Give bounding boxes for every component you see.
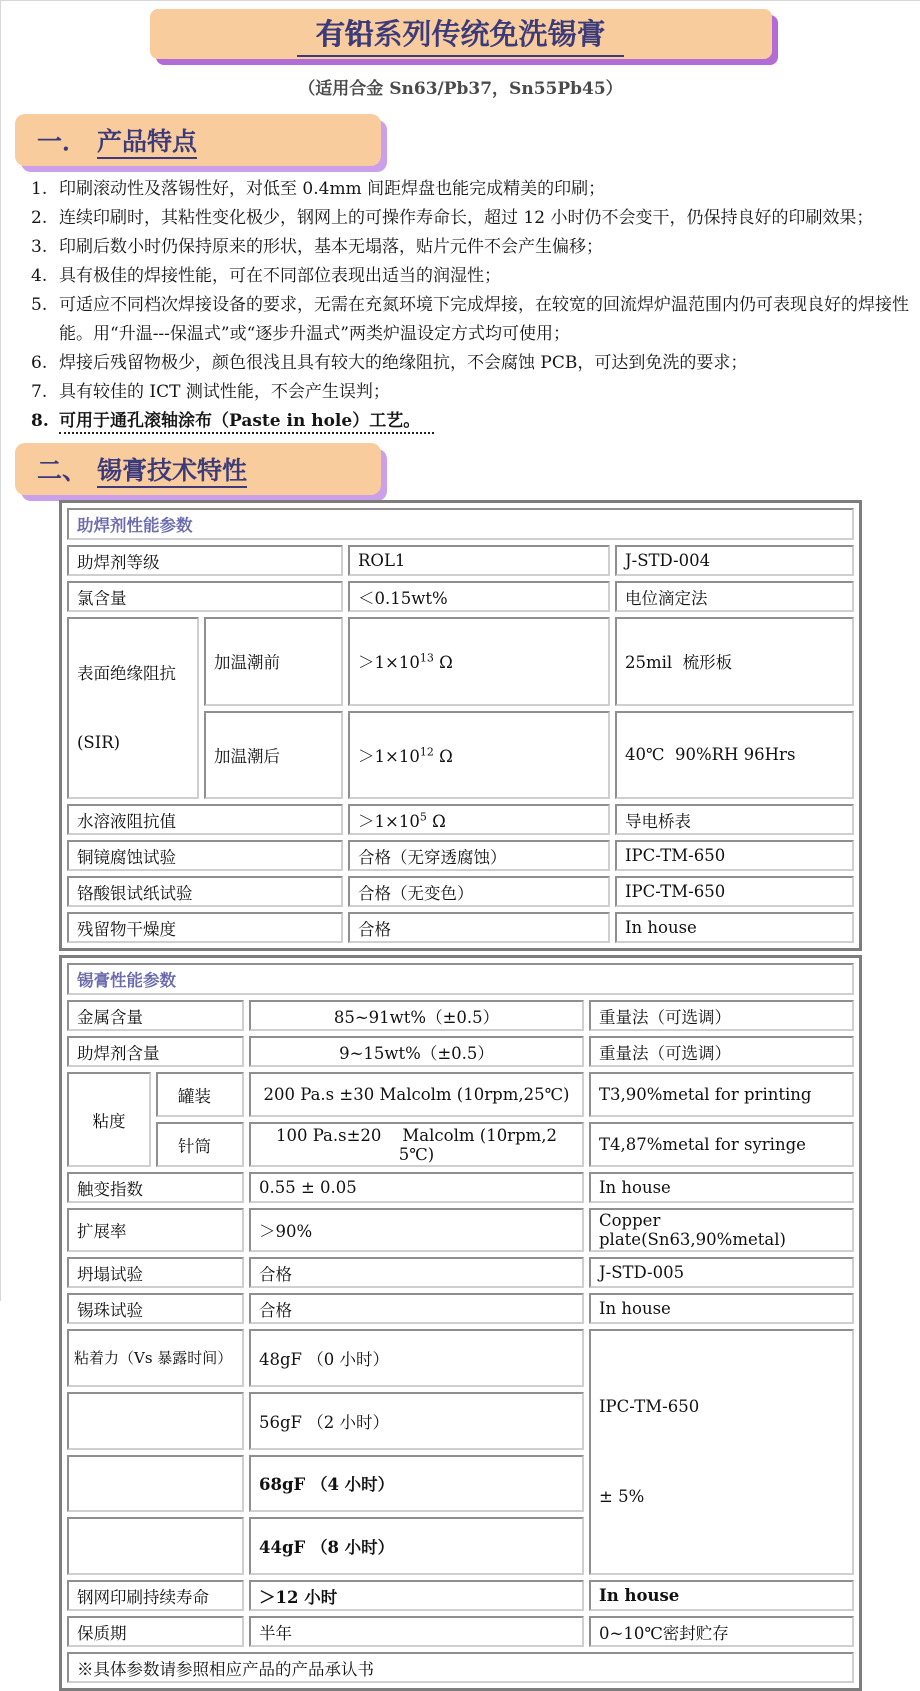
list-item: 6. 焊接后残留物极少，颜色很浅且具有较大的绝缘阻抗，不会腐蚀 PCB，可达到免洗的要求； [31, 353, 748, 373]
param-cell: 粘着力（Vs 暴露时间） [67, 1329, 244, 1387]
table-row [67, 1329, 854, 1387]
table-row [67, 912, 854, 943]
table-row [67, 1580, 854, 1611]
value-cell: $>1\times 10^{12}$ Ω [348, 711, 610, 800]
value-cell: 85~91wt%（±0.5） [249, 1000, 584, 1031]
value-cell: 56gF （2 小时） [249, 1392, 584, 1450]
param-cell: 金属含量 [67, 1000, 244, 1031]
param-cell: 坍塌试验 [67, 1257, 244, 1288]
method-cell: T3,90%metal for printing [589, 1072, 854, 1117]
method-cell: 重量法（可选调） [589, 1000, 854, 1031]
param-cell: 表面绝缘阻抗 (SIR) [67, 617, 199, 799]
table-row [67, 1122, 854, 1167]
table-row [67, 804, 854, 835]
value-cell: 合格（无穿透腐蚀） [348, 840, 610, 871]
value-cell: 半年 [249, 1616, 584, 1647]
param-cell: 粘度 [67, 1072, 151, 1167]
table-section-header: 助焊剂性能参数 [67, 508, 854, 540]
method-cell: IPC-TM-650 [615, 840, 854, 871]
param-cell: 水溶液阻抗值 [67, 804, 343, 835]
value-cell: 200 Pa.s ±30 Malcolm (10rpm,25℃) [249, 1072, 584, 1117]
list-item: 2. 连续印刷时，其粘性变化极少，钢网上的可操作寿命长，超过 12 小时仍不会变干，仍保持良好的印刷效果； [31, 208, 874, 228]
param-cell: 锡珠试验 [67, 1293, 244, 1324]
param-cell: 扩展率 [67, 1208, 244, 1252]
table-header-row [67, 963, 854, 995]
package-type-cell: 针筒 [156, 1122, 244, 1167]
param-cell: 氯含量 [67, 581, 343, 612]
flux-performance-table [59, 500, 862, 951]
param-cell [67, 1455, 244, 1513]
list-item: 3. 印刷后数小时仍保持原来的形状，基本无塌落，贴片元件不会产生偏移； [31, 237, 603, 257]
table-row [67, 617, 854, 706]
section-number: 二、 [37, 456, 88, 485]
value-cell: 合格 [249, 1257, 584, 1288]
method-cell: J-STD-004 [615, 545, 854, 576]
table-row [67, 1616, 854, 1647]
list-item: 1. 印刷滚动性及落锡性好，对低至 0.4mm 间距焊盘也能完成精美的印刷； [31, 179, 606, 199]
value-cell: ROL1 [348, 545, 610, 576]
table-footnote-row [67, 1652, 854, 1683]
section-heading [37, 122, 197, 158]
value-cell: 9~15wt%（±0.5） [249, 1036, 584, 1067]
section-banner-features [15, 114, 381, 166]
table-row [67, 876, 854, 907]
list-item: 7. 具有较佳的 ICT 测试性能，不会产生误判； [31, 382, 390, 402]
section-heading [37, 451, 247, 487]
table-row [67, 545, 854, 576]
method-cell: 导电桥表 [615, 804, 854, 835]
method-cell: 0~10℃密封贮存 [589, 1616, 854, 1647]
table-row [67, 1172, 854, 1203]
value-cell: ＞12 小时 [249, 1580, 584, 1611]
list-item: 8. 可用于通孔滚轴涂布（Paste in hole）工艺。 [31, 407, 914, 436]
list-item: 4. 具有极佳的焊接性能，可在不同部位表现出适当的润湿性； [31, 266, 501, 286]
value-cell: 68gF （4 小时） [249, 1455, 584, 1513]
param-cell: 铜镜腐蚀试验 [67, 840, 343, 871]
table-row [67, 1257, 854, 1288]
table-header-row [67, 508, 854, 540]
value-cell: 合格 [348, 912, 610, 943]
value-cell: 48gF （0 小时） [249, 1329, 584, 1387]
title-banner [150, 9, 772, 59]
value-cell: ＞90% [249, 1208, 584, 1252]
table-section-header: 锡膏性能参数 [67, 963, 854, 995]
method-cell: J-STD-005 [589, 1257, 854, 1288]
paste-performance-table [59, 955, 862, 1691]
method-cell: 重量法（可选调） [589, 1036, 854, 1067]
method-cell: In house [589, 1293, 854, 1324]
method-cell: In house [589, 1580, 854, 1611]
value-cell: 100 Pa.s±20 Malcolm (10rpm,2 5℃) [249, 1122, 584, 1167]
footnote-cell: ※具体参数请参照相应产品的产品承认书 [67, 1652, 854, 1683]
value-cell: $>1\times 10^{13}$ Ω [348, 617, 610, 706]
param-cell: 保质期 [67, 1616, 244, 1647]
param-cell: 助焊剂等级 [67, 545, 343, 576]
param-cell: 钢网印刷持续寿命 [67, 1580, 244, 1611]
value-cell: 合格（无变色） [348, 876, 610, 907]
table-row [67, 581, 854, 612]
feature-list [31, 175, 914, 436]
condition-cell: 加温潮后 [204, 711, 343, 800]
section-title: 锡膏技术特性 [97, 456, 247, 488]
page-title-rest: 系列传统免洗锡膏 [373, 16, 606, 51]
condition-cell: 加温潮前 [204, 617, 343, 706]
page-title-emphasis: 有铅 [315, 16, 374, 51]
method-cell: 40℃ 90%RH 96Hrs [615, 711, 854, 800]
method-cell: In house [615, 912, 854, 943]
table-row [67, 1293, 854, 1324]
value-cell: 44gF （8 小时） [249, 1517, 584, 1575]
param-cell [67, 1517, 244, 1575]
param-cell: 助焊剂含量 [67, 1036, 244, 1067]
method-cell: IPC-TM-650 ± 5% [589, 1329, 854, 1575]
package-type-cell: 罐装 [156, 1072, 244, 1117]
param-cell: 残留物干燥度 [67, 912, 343, 943]
param-cell [67, 1392, 244, 1450]
section-title: 产品特点 [97, 127, 197, 159]
param-cell: 铬酸银试纸试验 [67, 876, 343, 907]
value-cell: $>1\times 10^5$ Ω [348, 804, 610, 835]
method-cell: Copper plate(Sn63,90%metal) [589, 1208, 854, 1252]
value-cell: 0.55 ± 0.05 [249, 1172, 584, 1203]
param-cell: 触变指数 [67, 1172, 244, 1203]
method-cell: 25mil 梳形板 [615, 617, 854, 706]
table-row [67, 1000, 854, 1031]
value-cell: 合格 [249, 1293, 584, 1324]
table-row [67, 1072, 854, 1117]
section-number: 一． [37, 127, 88, 156]
table-row [67, 1036, 854, 1067]
table-row [67, 1208, 854, 1252]
method-cell: T4,87%metal for syringe [589, 1122, 854, 1167]
method-cell: In house [589, 1172, 854, 1203]
value-cell: ＜0.15wt% [348, 581, 610, 612]
alloy-subtitle: （适用合金 Sn63/Pb37，Sn55Pb45） [298, 79, 623, 99]
page-title [297, 12, 623, 57]
table-row [67, 840, 854, 871]
method-cell: IPC-TM-650 [615, 876, 854, 907]
method-cell: 电位滴定法 [615, 581, 854, 612]
list-item: 5. 可适应不同档次焊接设备的要求，无需在充氮环境下完成焊接，在较宽的回流焊炉温范围内仍可表现良好的焊接性能。用“升温---保温式”或“逐步升温式”两类炉温设定方式均可使用； [31, 295, 909, 344]
section-banner-specs [15, 443, 381, 495]
